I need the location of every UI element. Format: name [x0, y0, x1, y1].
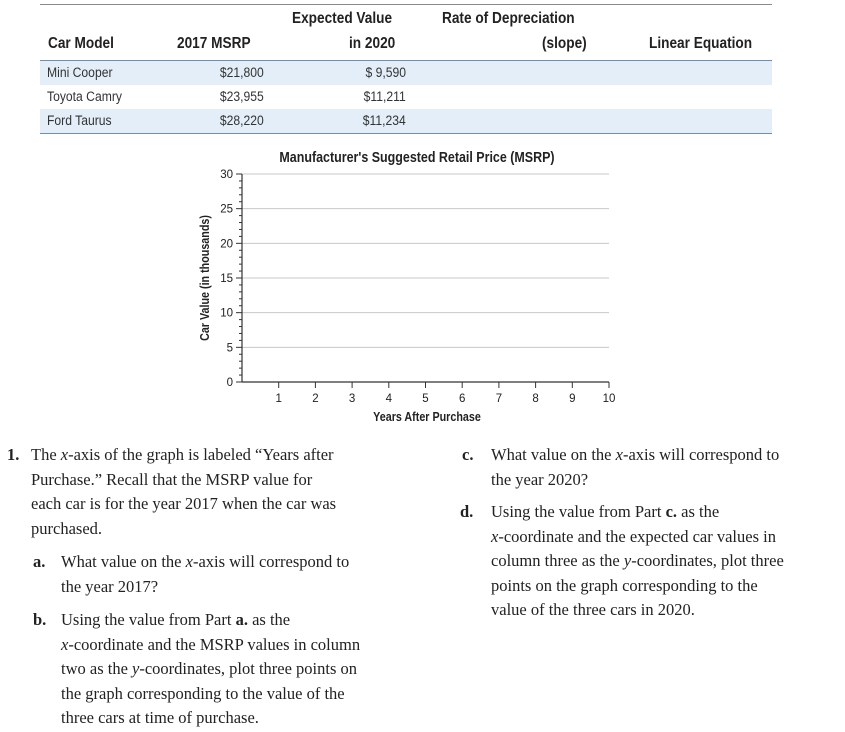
x-tick-label: 2 [312, 393, 319, 405]
part-a-text: What value on the x-axis will correspond to the year 2017? [61, 552, 350, 596]
y-tick-label: 15 [220, 273, 233, 285]
cell-expected: $ 9,590 [365, 65, 406, 80]
x-tick-label: 8 [532, 393, 539, 405]
msrp-chart [0, 140, 845, 430]
table-header [40, 5, 772, 61]
x-tick-label: 9 [569, 393, 576, 405]
cell-msrp: $28,220 [220, 113, 264, 128]
table-row [40, 109, 772, 134]
y-tick-label: 20 [220, 238, 233, 251]
header-rate-line2: (slope) [542, 35, 587, 52]
cell-msrp: $21,800 [220, 65, 264, 80]
cell-expected: $11,234 [362, 113, 406, 128]
cell-msrp: $23,955 [220, 89, 264, 104]
y-tick-label: 10 [220, 307, 233, 320]
y-tick-label: 0 [226, 377, 233, 389]
x-tick-label: 6 [458, 393, 466, 405]
car-depreciation-table [40, 4, 772, 134]
x-tick-label: 1 [275, 393, 282, 405]
question-number: 1. [7, 445, 20, 464]
table-row [40, 61, 772, 85]
header-expected-value-line1: Expected Value [292, 10, 393, 27]
chart-gridlines [242, 174, 609, 347]
header-car-model: Car Model [48, 35, 114, 52]
part-a-label: a. [33, 552, 46, 571]
part-c-text: What value on the x-axis will correspond to the year 2020? [491, 445, 780, 489]
cell-model: Ford Taurus [47, 113, 112, 128]
part-c-label: c. [462, 445, 474, 464]
header-linear-equation: Linear Equation [649, 35, 753, 52]
chart-y-axis-label: Car Value (in thousands) [198, 215, 213, 341]
part-b-text: Using the value from Part a. as the x-coordinate and the MSRP values in column two as the y-coordinates, plot three points on the graph corresponding to the value of the three cars at time of purchase. [61, 610, 361, 727]
y-tick-label: 30 [220, 169, 233, 181]
header-rate-line1: Rate of Depreciation [442, 10, 575, 27]
chart-tick-labels [220, 169, 615, 405]
part-d-label: d. [460, 502, 474, 521]
cell-expected: $11,211 [363, 89, 406, 104]
x-tick-label: 10 [602, 393, 616, 405]
chart-title: Manufacturer's Suggested Retail Price (MSRP) [279, 149, 555, 166]
cell-model: Mini Cooper [47, 65, 113, 80]
header-expected-value-line2: in 2020 [349, 35, 396, 52]
x-tick-label: 4 [385, 393, 393, 405]
chart-ticks [236, 174, 609, 388]
x-tick-label: 5 [422, 393, 429, 405]
part-b-label: b. [33, 610, 47, 629]
y-tick-label: 25 [220, 203, 233, 216]
question-intro: The x-axis of the graph is labeled “Years after Purchase.” Recall that the MSRP value for each car is for the year 2017 when the car was purchased. [31, 445, 337, 538]
x-tick-label: 7 [495, 393, 503, 405]
part-d-text: Using the value from Part c. as the x-coordinate and the expected car values in column three as the y-coordinates, plot three points on the graph corresponding to the value of the three cars in 2020. [491, 502, 784, 619]
header-2017-msrp: 2017 MSRP [177, 35, 251, 52]
x-tick-label: 3 [348, 393, 356, 405]
y-tick-label: 5 [226, 342, 233, 355]
cell-model: Toyota Camry [47, 89, 122, 104]
table-row [40, 85, 772, 109]
chart-x-axis-label: Years After Purchase [373, 410, 481, 425]
